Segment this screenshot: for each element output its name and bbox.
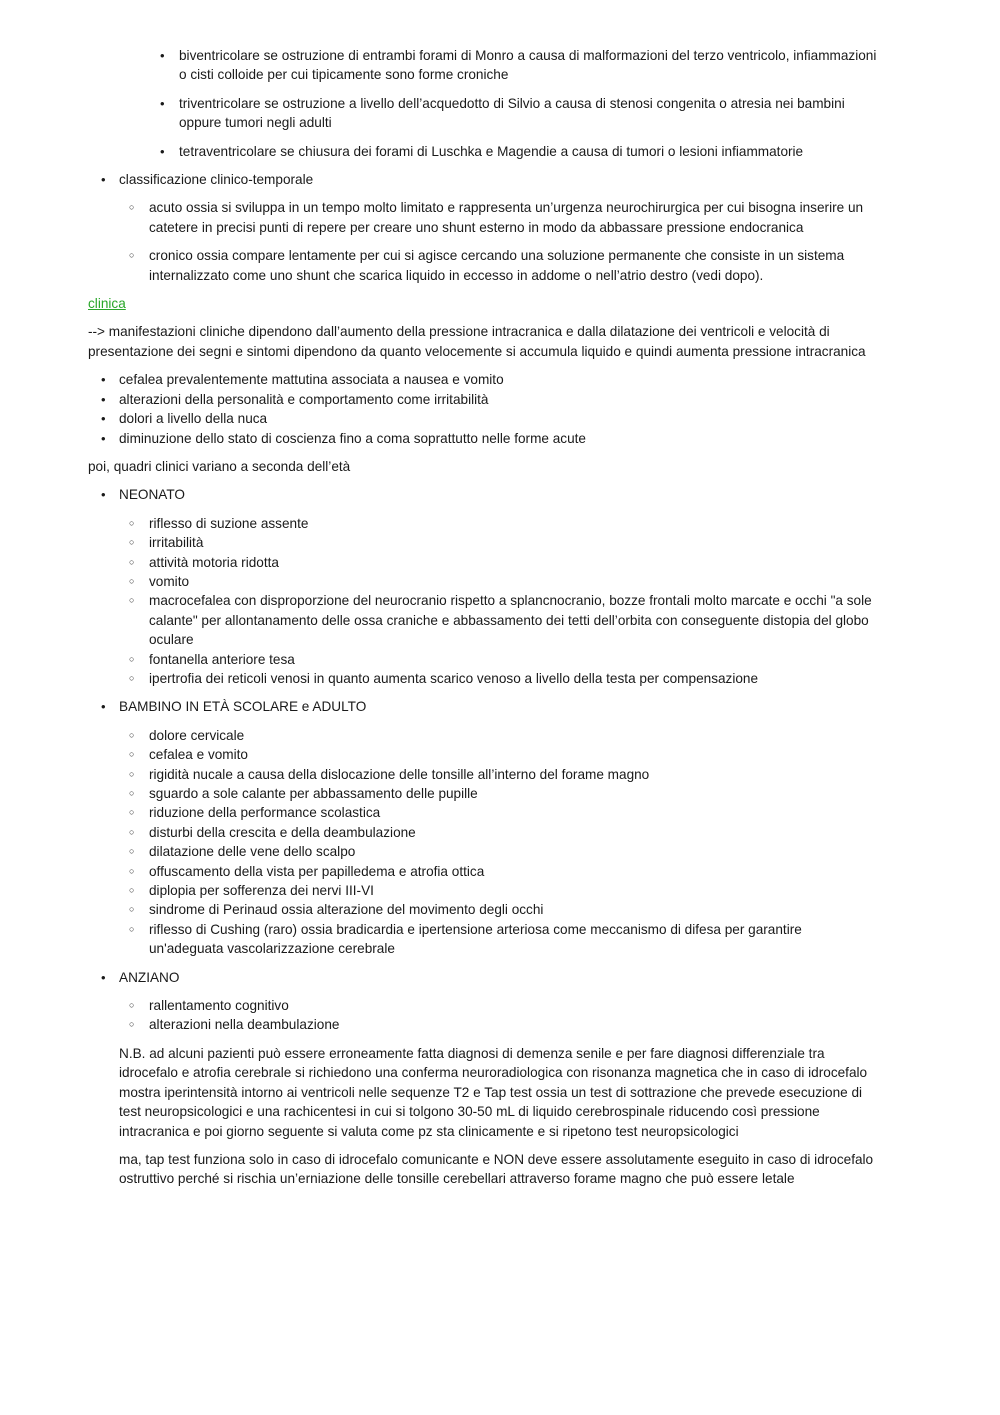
ventricular-list: [88, 46, 878, 161]
age-intro: poi, quadri clinici variano a seconda dell’età: [88, 458, 351, 474]
list-item: ○ alterazioni nella deambulazione: [88, 1015, 878, 1034]
list-item: ○ cronico ossia compare lentamente per cui si agisce cercando una soluzione permanente che consiste in un sistema internalizzato come uno shunt che scarica liquido in eccesso in addome o nell’atrio destro (vedi dopo).: [88, 246, 878, 285]
list-item: ○ riflesso di Cushing (raro) ossia bradicardia e ipertensione arteriosa come meccanismo di difesa per garantire un'adeguata vascolarizzazione cerebrale: [88, 920, 878, 959]
list-item: • tetraventricolare se chiusura dei forami di Luschka e Magendie a causa di tumori o lesioni infiammatorie: [88, 142, 878, 161]
list-item: ○ disturbi della crescita e della deambulazione: [88, 823, 878, 842]
list-item: ○ riflesso di suzione assente: [88, 514, 878, 533]
group-label: [88, 697, 878, 716]
group-bambino: [88, 697, 878, 716]
list-item: ○ macrocefalea con disproporzione del neurocranio rispetto a splancnocranio, bozze frontali molto marcate e occhi "a sole calante" per allontanamento delle ossa craniche e abbassamento dei tetti dell’orbita con conseguente distopia del globo oculare: [88, 591, 878, 649]
list-item: ○ riduzione della performance scolastica: [88, 803, 878, 822]
list-item: ○ ipertrofia dei reticoli venosi in quanto aumenta scarico venoso a livello della testa per compensazione: [88, 669, 878, 688]
group-anziano: [88, 968, 878, 987]
group-bambino-items: [88, 726, 878, 959]
group-label-text: • ANZIANO: [119, 969, 180, 985]
list-item: ○ dilatazione delle vene dello scalpo: [88, 842, 878, 861]
list-item: ○ sindrome di Perinaud ossia alterazione del movimento degli occhi: [88, 900, 878, 919]
list-item: ○ rigidità nucale a causa della dislocazione delle tonsille all’interno del forame magno: [88, 765, 878, 784]
list-item: ○ sguardo a sole calante per abbassamento delle pupille: [88, 784, 878, 803]
classification-sublist: [88, 198, 878, 285]
list-item: ○ acuto ossia si sviluppa in un tempo molto limitato e rappresenta un’urgenza neurochirurgica per cui bisogna inserire un catetere in precisi punti di repere per creare uno shunt esterno in modo da abbassare pressione endocranica: [88, 198, 878, 237]
document-content: [88, 46, 878, 1189]
intro-paragraph: --> manifestazioni cliniche dipendono dall’aumento della pressione intracranica e dalla dilatazione dei ventricoli e velocità di presentazione dei segni e sintomi dipendono da quanto velocemente si accumula liquido e quindi aumenta pressione intracranica: [88, 324, 866, 359]
list-item: ○ attività motoria ridotta: [88, 553, 878, 572]
list-item: • alterazioni della personalità e comportamento come irritabilità: [88, 390, 878, 409]
list-item: ○ irritabilità: [88, 533, 878, 552]
list-item: ○ cefalea e vomito: [88, 745, 878, 764]
list-item: • dolori a livello della nuca: [88, 409, 878, 428]
list-item: ○ dolore cervicale: [88, 726, 878, 745]
list-item: • diminuzione dello stato di coscienza fino a coma soprattutto nelle forme acute: [88, 429, 878, 448]
group-label: [88, 968, 878, 987]
list-item: ○ diplopia per sofferenza dei nervi III-VI: [88, 881, 878, 900]
list-item: • triventricolare se ostruzione a livello dell’acquedotto di Silvio a causa di stenosi congenita o atresia nei bambini oppure tumori negli adulti: [88, 94, 878, 133]
group-label: [88, 485, 878, 504]
clinica-link[interactable]: clinica: [88, 296, 126, 312]
list-item: • biventricolare se ostruzione di entrambi forami di Monro a causa di malformazioni del terzo ventricolo, infiammazioni o cisti colloide per cui tipicamente sono forme croniche: [88, 46, 878, 85]
group-neonato: [88, 485, 878, 504]
note-tap-test: ma, tap test funziona solo in caso di idrocefalo comunicante e NON deve essere assolutamente eseguito in caso di idrocefalo ostruttivo perché si rischia un’erniazione delle tonsille cerebellari attraverso forame magno che può essere letale: [119, 1151, 874, 1187]
list-item: ○ vomito: [88, 572, 878, 591]
list-item: ○ fontanella anteriore tesa: [88, 650, 878, 669]
list-item: • cefalea prevalentemente mattutina associata a nausea e vomito: [88, 370, 878, 389]
group-label-text: • BAMBINO IN ETÀ SCOLARE e ADULTO: [119, 699, 367, 715]
list-item: ○ rallentamento cognitivo: [88, 996, 878, 1015]
group-neonato-items: [88, 514, 878, 689]
group-label-text: • NEONATO: [119, 487, 185, 503]
general-symptoms-list: [88, 370, 878, 448]
classification-list: [88, 170, 878, 189]
classification-item: [88, 170, 878, 189]
note-nb: N.B. ad alcuni pazienti può essere erroneamente fatta diagnosi di demenza senile e per fare diagnosi differenziale tra idrocefalo e atrofia cerebrale si richiedono una conferma neuroradiologica con risonanza magnetica che in caso di idrocefalo mostra iperintensità intorno ai ventricoli nelle sequenze T2 e Tap test ossia un test di sottrazione che prevede esecuzione di test neuropsicologici e una rachicentesi in cui si tolgono 30-50 mL di liquido cerebrospinale riducendo così pressione intracranica e poi giorno seguente si valuta come pz sta clinicamente e si ripetono test neuropsicologici: [119, 1045, 868, 1139]
classification-label: • classificazione clinico-temporale: [119, 172, 314, 188]
group-anziano-items: [88, 996, 878, 1035]
list-item: ○ offuscamento della vista per papilledema e atrofia ottica: [88, 862, 878, 881]
